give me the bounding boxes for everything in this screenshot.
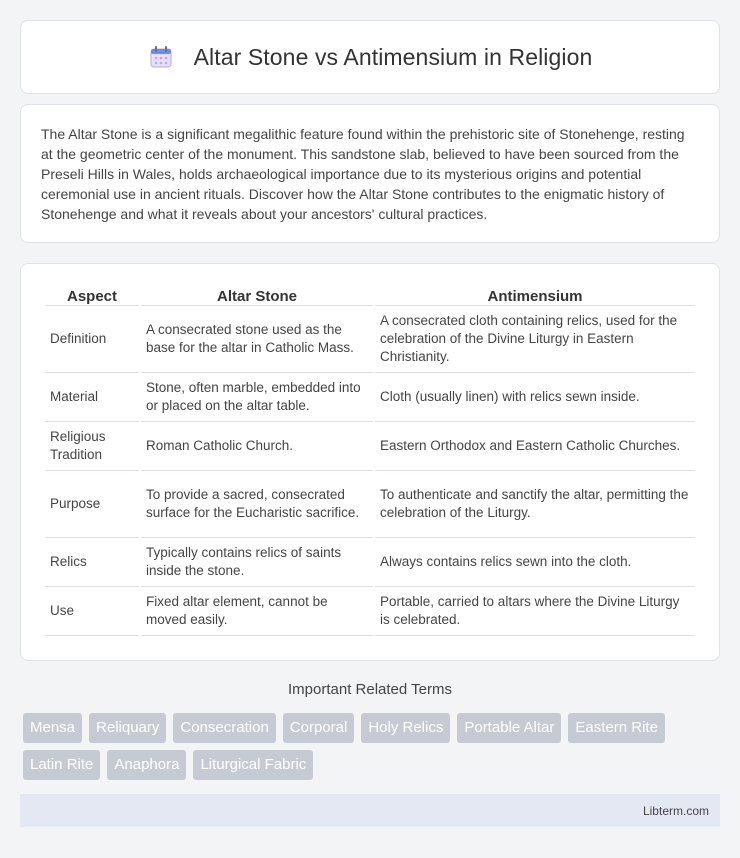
calendar-icon [148,44,174,70]
antimensium-cell: A consecrated cloth containing relics, used for the celebration of the Divine Liturgy in Eastern Christianity. [375,306,695,373]
antimensium-cell: To authenticate and sanctify the altar, permitting the celebration of the Liturgy. [375,471,695,538]
table-row [45,587,695,636]
footer [20,794,720,827]
tag-consecration[interactable]: Consecration [173,713,275,743]
altar-stone-cell: Fixed altar element, cannot be moved easily. [141,587,373,636]
comparison-card [20,263,720,661]
table-header-row [45,284,695,306]
aspect-cell: Use [45,587,139,636]
antimensium-cell: Cloth (usually linen) with relics sewn inside. [375,373,695,422]
antimensium-cell: Eastern Orthodox and Eastern Catholic Churches. [375,422,695,471]
footer-brand[interactable]: Libterm.com [642,803,709,818]
aspect-cell: Relics [45,538,139,587]
comparison-table [43,284,697,636]
tag-reliquary[interactable]: Reliquary [89,713,166,743]
table-row [45,471,695,538]
tag-portable-altar[interactable]: Portable Altar [457,713,561,743]
altar-stone-cell: Roman Catholic Church. [141,422,373,471]
tag-eastern-rite[interactable]: Eastern Rite [568,713,665,743]
aspect-cell: Material [45,373,139,422]
table-row [45,306,695,373]
aspect-cell: Purpose [45,471,139,538]
altar-stone-cell: Typically contains relics of saints inside the stone. [141,538,373,587]
intro-paragraph: The Altar Stone is a significant megalithic feature found within the prehistoric site of Stonehenge, resting at the geometric center of the monument. This sandstone slab, believed to have been sourced from the Preseli Hills in Wales, holds archaeological importance due to its mysterious origins and potential ceremonial use in ancient rituals. Discover how the Altar Stone contributes to the enigmatic history of Stonehenge and what it reveals about your ancestors' cultural practices. [41,126,685,222]
header-aspect: Aspect [45,284,139,306]
aspect-cell: Definition [45,306,139,373]
antimensium-cell: Always contains relics sewn into the cloth. [375,538,695,587]
table-row [45,538,695,587]
header-antimensium: Antimensium [375,284,695,306]
related-terms-list [23,713,713,780]
title-wrap [148,44,593,71]
table-row [45,373,695,422]
aspect-cell: Religious Tradition [45,422,139,471]
altar-stone-cell: A consecrated stone used as the base for the altar in Catholic Mass. [141,306,373,373]
table-row [45,422,695,471]
altar-stone-cell: To provide a sacred, consecrated surface for the Eucharistic sacrifice. [141,471,373,538]
tag-anaphora[interactable]: Anaphora [107,750,186,780]
header-card [20,20,720,94]
tag-corporal[interactable]: Corporal [283,713,355,743]
tag-liturgical-fabric[interactable]: Liturgical Fabric [193,750,313,780]
antimensium-cell: Portable, carried to altars where the Divine Liturgy is celebrated. [375,587,695,636]
tag-mensa[interactable]: Mensa [23,713,82,743]
header-altar-stone: Altar Stone [141,284,373,306]
altar-stone-cell: Stone, often marble, embedded into or placed on the altar table. [141,373,373,422]
page-title: Altar Stone vs Antimensium in Religion [193,43,593,70]
intro-card [20,104,720,243]
tag-holy-relics[interactable]: Holy Relics [361,713,450,743]
tag-latin-rite[interactable]: Latin Rite [23,750,100,780]
related-terms-heading: Important Related Terms [288,681,452,698]
